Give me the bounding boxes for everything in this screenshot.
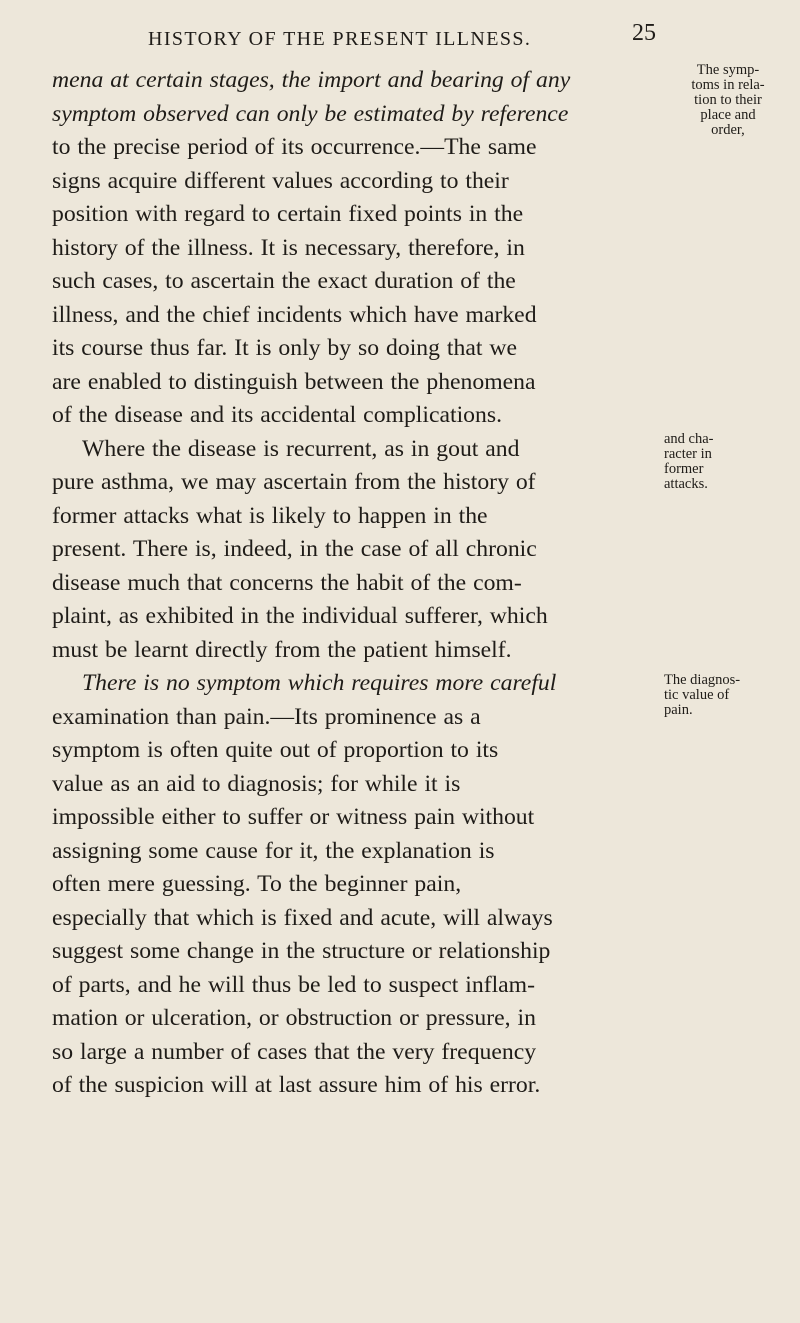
text-line-23 [52,801,534,834]
margin-note-former-attacks [664,432,792,492]
text-line-31-text: of the suspicion will at last assure him of his error. [52,1072,541,1098]
text-line-29 [52,1002,536,1035]
text-line-15-text: present. There is, indeed, in the case of all chronic [52,536,537,562]
text-line-7-text: such cases, to ascertain the exact duration of the [52,268,516,294]
text-line-6-text: history of the illness. It is necessary, therefore, in [52,234,525,261]
text-line-1-text: mena at certain stages, the import and bearing of any [52,67,571,93]
text-line-29-text: mation or ulceration, or obstruction or pressure, in [52,1005,536,1031]
text-line-12 [52,433,520,466]
margin-note-1-line-5: order, [711,122,745,138]
margin-note-1-line-2: toms in rela- [691,77,765,93]
margin-note-2-line-3: former [664,461,704,477]
text-line-30-text: so large a number of cases that the very frequency [52,1038,537,1065]
text-line-26-text: especially that which is fixed and acute, will always [52,904,553,931]
text-line-7 [52,265,516,298]
text-line-17 [52,600,548,633]
text-line-18 [52,634,512,667]
margin-note-2-line-1: and cha- [664,431,714,447]
text-line-28-text: of parts, and he will thus be led to suspect inflam- [52,971,535,998]
text-line-31 [52,1069,540,1102]
text-line-27 [52,935,550,968]
text-line-22-text: value as an aid to diagnosis; for while it is [52,770,461,797]
text-line-24 [52,835,495,868]
margin-note-3-line-1: The diagnos- [664,672,741,688]
text-line-13 [52,466,536,499]
text-line-4 [52,165,509,198]
margin-notes [664,0,792,1323]
text-line-2 [52,98,568,131]
text-line-10-text: are enabled to distinguish between the phenomena [52,368,536,395]
margin-note-2-line-4: attacks. [664,476,708,492]
margin-note-1-line-3: tion to their [694,92,762,108]
text-line-26 [52,902,553,935]
text-line-18-text: must be learnt directly from the patient himself. [52,636,512,663]
margin-note-1-line-4: place and [700,107,756,123]
text-line-30 [52,1036,536,1069]
margin-note-3-line-2: tic value of [664,687,730,703]
margin-note-diagnostic-pain [664,673,792,718]
margin-note-1-line-1: The symp- [696,62,760,78]
margin-note-symptoms-order [664,63,792,138]
text-line-11-text: of the disease and its accidental complications. [52,402,502,428]
text-line-21-text: symptom is often quite out of proportion to its [52,737,499,763]
text-line-2-text: symptom observed can only be estimated by reference [52,100,569,127]
text-line-8-text: illness, and the chief incidents which have marked [52,301,537,328]
text-line-20-text: examination than pain.—Its prominence as a [52,703,481,730]
text-line-9-text: its course thus far. It is only by so doing that we [52,335,517,361]
text-line-1 [52,64,570,97]
text-line-16 [52,567,522,600]
text-line-6 [52,232,525,265]
text-line-23-text: impossible either to suffer or witness pain without [52,804,535,830]
text-line-24-text: assigning some cause for it, the explanation is [52,837,495,864]
text-line-25-text: often mere guessing. To the beginner pain, [52,871,462,897]
margin-note-3-line-3: pain. [664,702,693,718]
text-line-15 [52,533,537,566]
running-head-title: HISTORY OF THE PRESENT ILLNESS. [148,28,532,50]
text-line-19-text: There is no symptom which requires more careful [82,670,557,696]
text-line-14 [52,500,488,533]
text-line-11 [52,399,502,432]
text-line-3-text: to the precise period of its occurrence.—The same [52,134,537,160]
running-head [148,18,738,54]
text-line-9 [52,332,517,365]
text-line-8 [52,299,537,332]
text-line-27-text: suggest some change in the structure or relationship [52,938,551,964]
text-line-20 [52,701,481,734]
text-line-12-text: Where the disease is recurrent, as in gout and [82,435,520,462]
text-line-10 [52,366,536,399]
text-line-16-text: disease much that concerns the habit of the com- [52,569,522,596]
text-line-4-text: signs acquire different values according to their [52,167,509,194]
page-number: 25 [632,20,656,46]
text-line-21 [52,734,498,767]
text-line-28 [52,969,535,1002]
text-line-3 [52,131,537,164]
text-line-19 [52,667,556,700]
text-line-13-text: pure asthma, we may ascertain from the history of [52,469,536,495]
text-line-22 [52,768,460,801]
text-line-14-text: former attacks what is likely to happen in the [52,502,488,529]
text-line-25 [52,868,461,901]
text-line-5 [52,198,523,231]
text-line-5-text: position with regard to certain fixed points in the [52,201,524,227]
text-line-17-text: plaint, as exhibited in the individual sufferer, which [52,603,548,629]
margin-note-2-line-2: racter in [664,446,712,462]
